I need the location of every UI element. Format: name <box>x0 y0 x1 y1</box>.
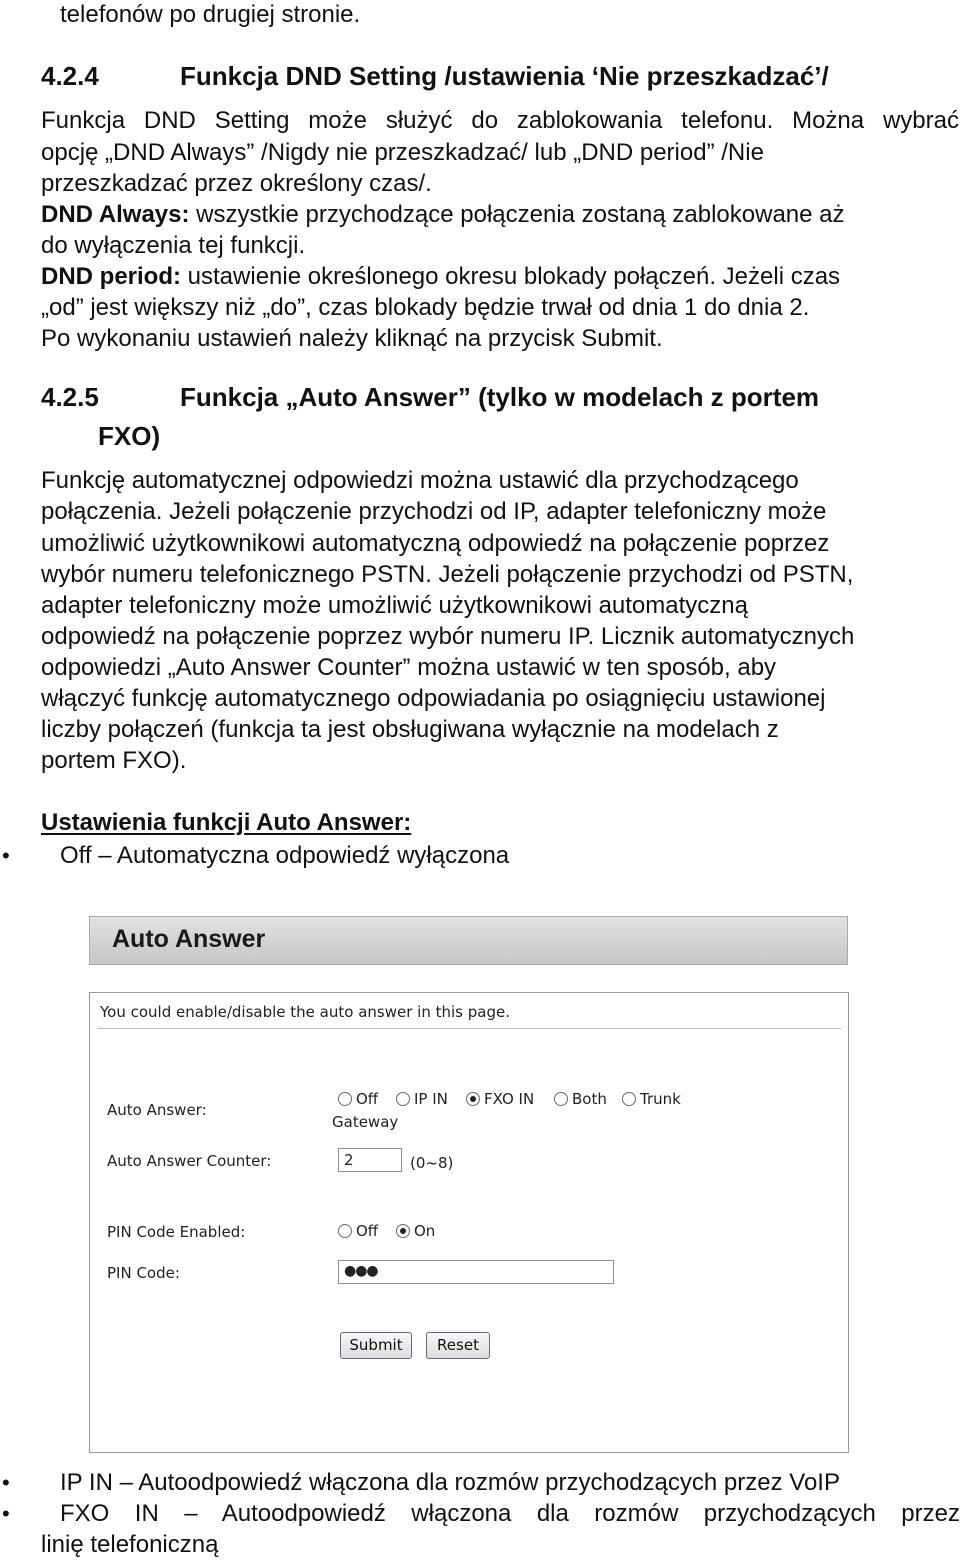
dnd-always-label: DND Always: <box>41 201 190 228</box>
auto-answer-label: Auto Answer: <box>107 1101 207 1119</box>
radio-both-label: Both <box>572 1090 607 1108</box>
section-number-auto: 4.2.5 <box>41 382 99 412</box>
radio-pin-off-label: Off <box>356 1222 379 1240</box>
auto-para-line: umożliwić użytkownikowi automatyczną odpowiedź na połączenie poprzez <box>41 530 830 557</box>
auto-para-line: Funkcję automatycznej odpowiedzi można ustawić dla przychodzącego <box>41 467 799 494</box>
submit-button[interactable]: Submit <box>340 1332 412 1359</box>
radio-pin-on-label: On <box>414 1222 436 1240</box>
section-title-auto-line-1: Funkcja „Auto Answer” (tylko w modelach z portem <box>180 382 820 412</box>
counter-input[interactable]: 2 <box>338 1148 402 1172</box>
counter-range: (0~8) <box>410 1154 454 1172</box>
radio-fxo-in-label: FXO IN <box>484 1090 535 1108</box>
screenshot-description: You could enable/disable the auto answer in this page. <box>100 1003 510 1021</box>
dnd-para-line: przeszkadzać przez określony czas/. <box>41 170 432 197</box>
bullet-dot: • <box>2 1501 10 1526</box>
settings-heading: Ustawienia funkcji Auto Answer: <box>41 809 412 836</box>
auto-para-line: liczby połączeń (funkcja ta jest obsługiwana wyłącznie na modelach z <box>41 716 779 743</box>
intro-line: telefonów po drugiej stronie. <box>60 1 361 28</box>
radio-pin-on[interactable] <box>396 1224 410 1238</box>
bullet-off: Off – Automatyczna odpowiedź wyłączona <box>60 842 510 869</box>
dnd-para-line: Funkcja DND Setting może służyć do zablokowania telefonu. Można wybrać <box>41 107 959 134</box>
radio-trunk-label: Trunk <box>640 1090 681 1108</box>
radio-pin-off[interactable] <box>338 1224 352 1238</box>
radio-ip-in-label: IP IN <box>414 1090 448 1108</box>
radio-fxo-in[interactable] <box>466 1092 480 1106</box>
auto-para-line: włączyć funkcję automatycznego odpowiadania po osiągnięciu ustawionej <box>41 685 826 712</box>
auto-para-line: portem FXO). <box>41 747 187 774</box>
bullet-fxo-in-line-2: linię telefoniczną <box>41 1531 219 1558</box>
reset-button[interactable]: Reset <box>426 1332 490 1359</box>
dnd-para-line: opcję „DND Always” /Nigdy nie przeszkadzać/ lub „DND period” /Nie <box>41 139 764 166</box>
dnd-always-line <box>41 199 845 230</box>
auto-para-line: połączenia. Jeżeli połączenie przychodzi od IP, adapter telefoniczny może <box>41 498 827 525</box>
screenshot-title-bar <box>89 916 848 965</box>
radio-off-label: Off <box>356 1090 379 1108</box>
radio-trunk[interactable] <box>622 1092 636 1106</box>
dnd-always-line-2: do wyłączenia tej funkcji. <box>41 232 306 259</box>
section-title-auto-line-2: FXO) <box>98 421 161 451</box>
dnd-period-line-2: „od” jest większy niż „do”, czas blokady będzie trwał od dnia 1 do dnia 2. <box>41 294 810 321</box>
radio-off[interactable] <box>338 1092 352 1106</box>
pin-code-input[interactable]: ●●● <box>338 1260 614 1284</box>
pin-code-label: PIN Code: <box>107 1264 180 1282</box>
auto-para-line: wybór numeru telefonicznego PSTN. Jeżeli połączenie przychodzi od PSTN, <box>41 561 854 588</box>
dnd-period-line-3: Po wykonaniu ustawień należy kliknąć na przycisk Submit. <box>41 325 663 352</box>
dnd-always-text: wszystkie przychodzące połączenia zostaną zablokowane aż <box>189 201 845 228</box>
pin-enabled-label: PIN Code Enabled: <box>107 1223 246 1241</box>
radio-ip-in[interactable] <box>396 1092 410 1106</box>
bullet-fxo-in: FXO IN – Autoodpowiedź włączona dla rozmów przychodzących przez <box>60 1500 960 1527</box>
auto-para-line: adapter telefoniczny może umożliwić użytkownikowi automatyczną <box>41 592 748 619</box>
section-title-dnd: Funkcja DND Setting /ustawienia ‘Nie przeszkadzać’/ <box>180 61 829 91</box>
radio-both[interactable] <box>554 1092 568 1106</box>
screenshot-title: Auto Answer <box>112 925 266 953</box>
dnd-period-label: DND period: <box>41 263 181 290</box>
screenshot-panel <box>89 992 849 1453</box>
counter-label: Auto Answer Counter: <box>107 1152 272 1170</box>
bullet-dot: • <box>2 843 10 868</box>
auto-para-line: odpowiedzi „Auto Answer Counter” można ustawić w ten sposób, aby <box>41 654 777 681</box>
bullet-dot: • <box>2 1470 10 1495</box>
bullet-ip-in: IP IN – Autoodpowiedź włączona dla rozmów przychodzących przez VoIP <box>60 1469 840 1496</box>
gateway-label: Gateway <box>332 1113 399 1131</box>
divider <box>97 1028 841 1029</box>
section-number-dnd: 4.2.4 <box>41 61 99 91</box>
dnd-period-text: ustawienie określonego okresu blokady połączeń. Jeżeli czas <box>181 263 841 290</box>
dnd-period-line <box>41 261 840 292</box>
auto-para-line: odpowiedź na połączenie poprzez wybór numeru IP. Licznik automatycznych <box>41 623 855 650</box>
